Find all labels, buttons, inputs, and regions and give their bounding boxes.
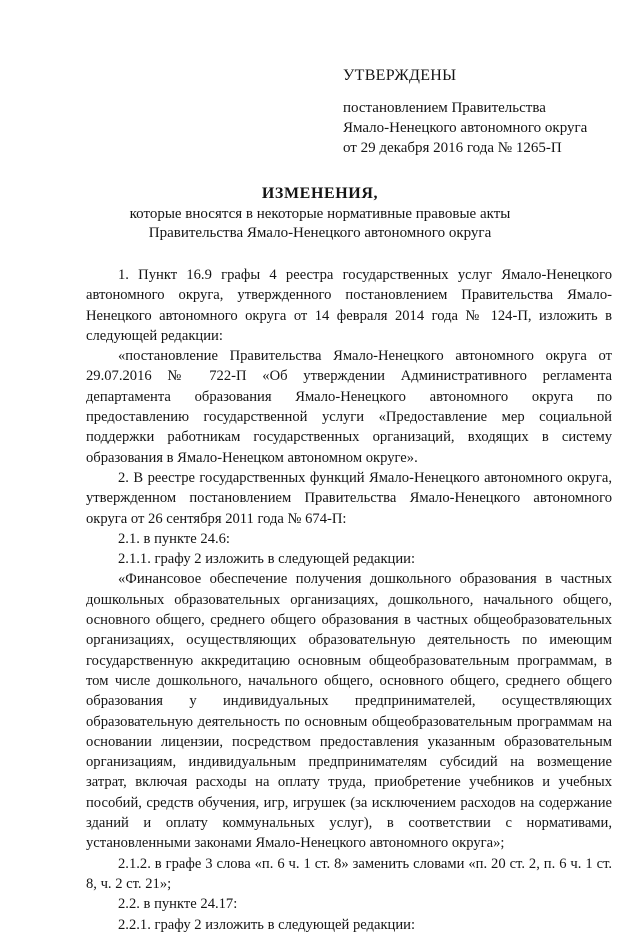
paragraph: 2. В реестре государственных функций Ямало-Ненецкого автономного округа, утвержденном постановлением Правительства Ямало-Ненецкого автономного округа от 26 сентября 2011 года № 674-П: xyxy=(86,469,612,527)
document-title xyxy=(0,184,640,243)
title-subtitle-2: Правительства Ямало-Ненецкого автономного округа xyxy=(148,225,492,241)
paragraph: 1. Пункт 16.9 графы 4 реестра государственных услуг Ямало-Ненецкого автономного округа, утвержденного постановлением Правительства Ямало-Ненецкого автономного округа от 14 февраля 2014 года № 124-П, изложить в следующей редакции: xyxy=(86,267,612,344)
approval-heading: УТВЕРЖДЕНЫ xyxy=(343,67,457,84)
paragraph: «Финансовое обеспечение получения дошкольного образования в частных дошкольных образовательных организациях, дошкольного, начального общего, основного общего, среднего общего образования в частных общеобразовательных организациях, осуществляющих образовательную деятельность по имеющим государственную аккредитацию основным общеобразовательным программам, в том числе дошкольного, начального общего, основного общего, среднего общего образования у индивидуальных предпринимателей, осуществляющих образовательную деятельность по основным общеобразовательным программам на основании лицензии, посредством предоставления указанным образовательным организациям, индивидуальным предпринимателям субсидий на возмещение затрат, включая расходы на оплату труда, приобретение учебников и учебных пособий, средств обучения, игр, игрушек (за исключением расходов на содержание зданий и оплату коммунальных услуг), в соответствии с нормативами, установленными законами Ямало-Ненецкого автономного округа»; xyxy=(86,571,612,852)
paragraph: «постановление Правительства Ямало-Ненецкого автономного округа от 29.07.2016 № 722-П «Об утверждении Административного регламента департамента образования Ямало-Ненецкого автономного округа по предоставлению государственной услуги «Предоставление мер социальной поддержки работникам государственных организаций, входящих в систему образования в Ямало-Ненецком автономном округе». xyxy=(86,348,612,466)
paragraph: 2.2. в пункте 24.17: xyxy=(118,896,238,913)
approval-line-2: Ямало-Ненецкого автономного округа xyxy=(343,120,588,136)
title-main: ИЗМЕНЕНИЯ, xyxy=(261,185,379,202)
document-body xyxy=(86,265,612,935)
paragraph: 2.1.2. в графе 3 слова «п. 6 ч. 1 ст. 8» заменить словами «п. 20 ст. 2, п. 6 ч. 1 ст. 8, ч. 2 ст. 21»; xyxy=(86,855,612,892)
approval-block xyxy=(343,66,633,158)
approval-line-1: постановлением Правительства xyxy=(343,100,546,116)
title-subtitle-1: которые вносятся в некоторые нормативные правовые акты xyxy=(129,206,511,222)
paragraph: 2.2.1. графу 2 изложить в следующей редакции: xyxy=(118,916,416,933)
approval-line-3: от 29 декабря 2016 года № 1265-П xyxy=(343,140,562,156)
paragraph: 2.1. в пункте 24.6: xyxy=(118,530,230,547)
paragraph: 2.1.1. графу 2 изложить в следующей редакции: xyxy=(118,551,416,568)
